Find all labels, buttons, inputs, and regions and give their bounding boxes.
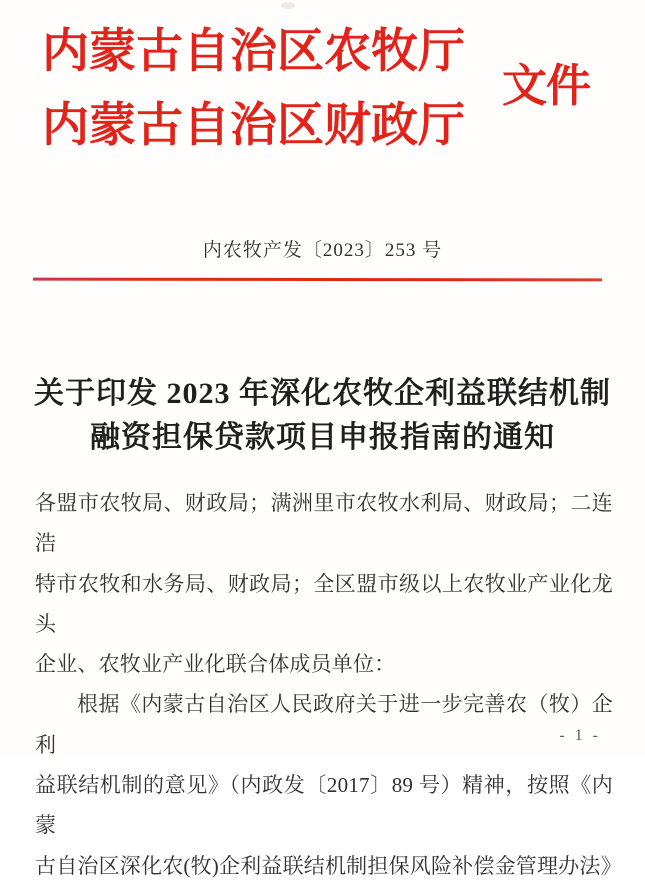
body-line: 企业、农牧业产业化联合体成员单位： — [35, 652, 396, 677]
document-title-line-2: 融资担保贷款项目申报指南的通知 — [90, 421, 555, 454]
document-word: 文件 — [502, 61, 591, 111]
document-title-line-1: 关于印发 2023 年深化农牧企利益联结机制 — [34, 377, 611, 410]
agency-name-1: 内蒙古自治区农牧厅 — [42, 26, 465, 78]
document-title — [0, 372, 645, 460]
body-line: 根据《内蒙古自治区人民政府关于进一步完善农（牧）企利 — [35, 692, 613, 757]
body-line: 益联结机制的意见》（内政发〔2017〕89 号）精神，按照《内蒙 — [35, 773, 613, 838]
page-number: - 1 - — [559, 727, 601, 744]
document-body — [35, 483, 622, 886]
scan-artifact — [281, 2, 295, 9]
body-line: 各盟市农牧局、财政局；满洲里市农牧水利局、财政局；二连浩 — [35, 491, 613, 556]
agency-name-2: 内蒙古自治区财政厅 — [42, 100, 465, 152]
body-line: 古自治区深化农(牧)企利益联结机制担保风险补偿金管理办法》 — [35, 853, 622, 878]
body-line: 特市农牧和水务局、财政局；全区盟市级以上农牧业产业化龙头 — [35, 571, 613, 636]
red-divider-rule — [33, 278, 602, 281]
document-number: 内农牧产发〔2023〕253 号 — [202, 240, 443, 261]
